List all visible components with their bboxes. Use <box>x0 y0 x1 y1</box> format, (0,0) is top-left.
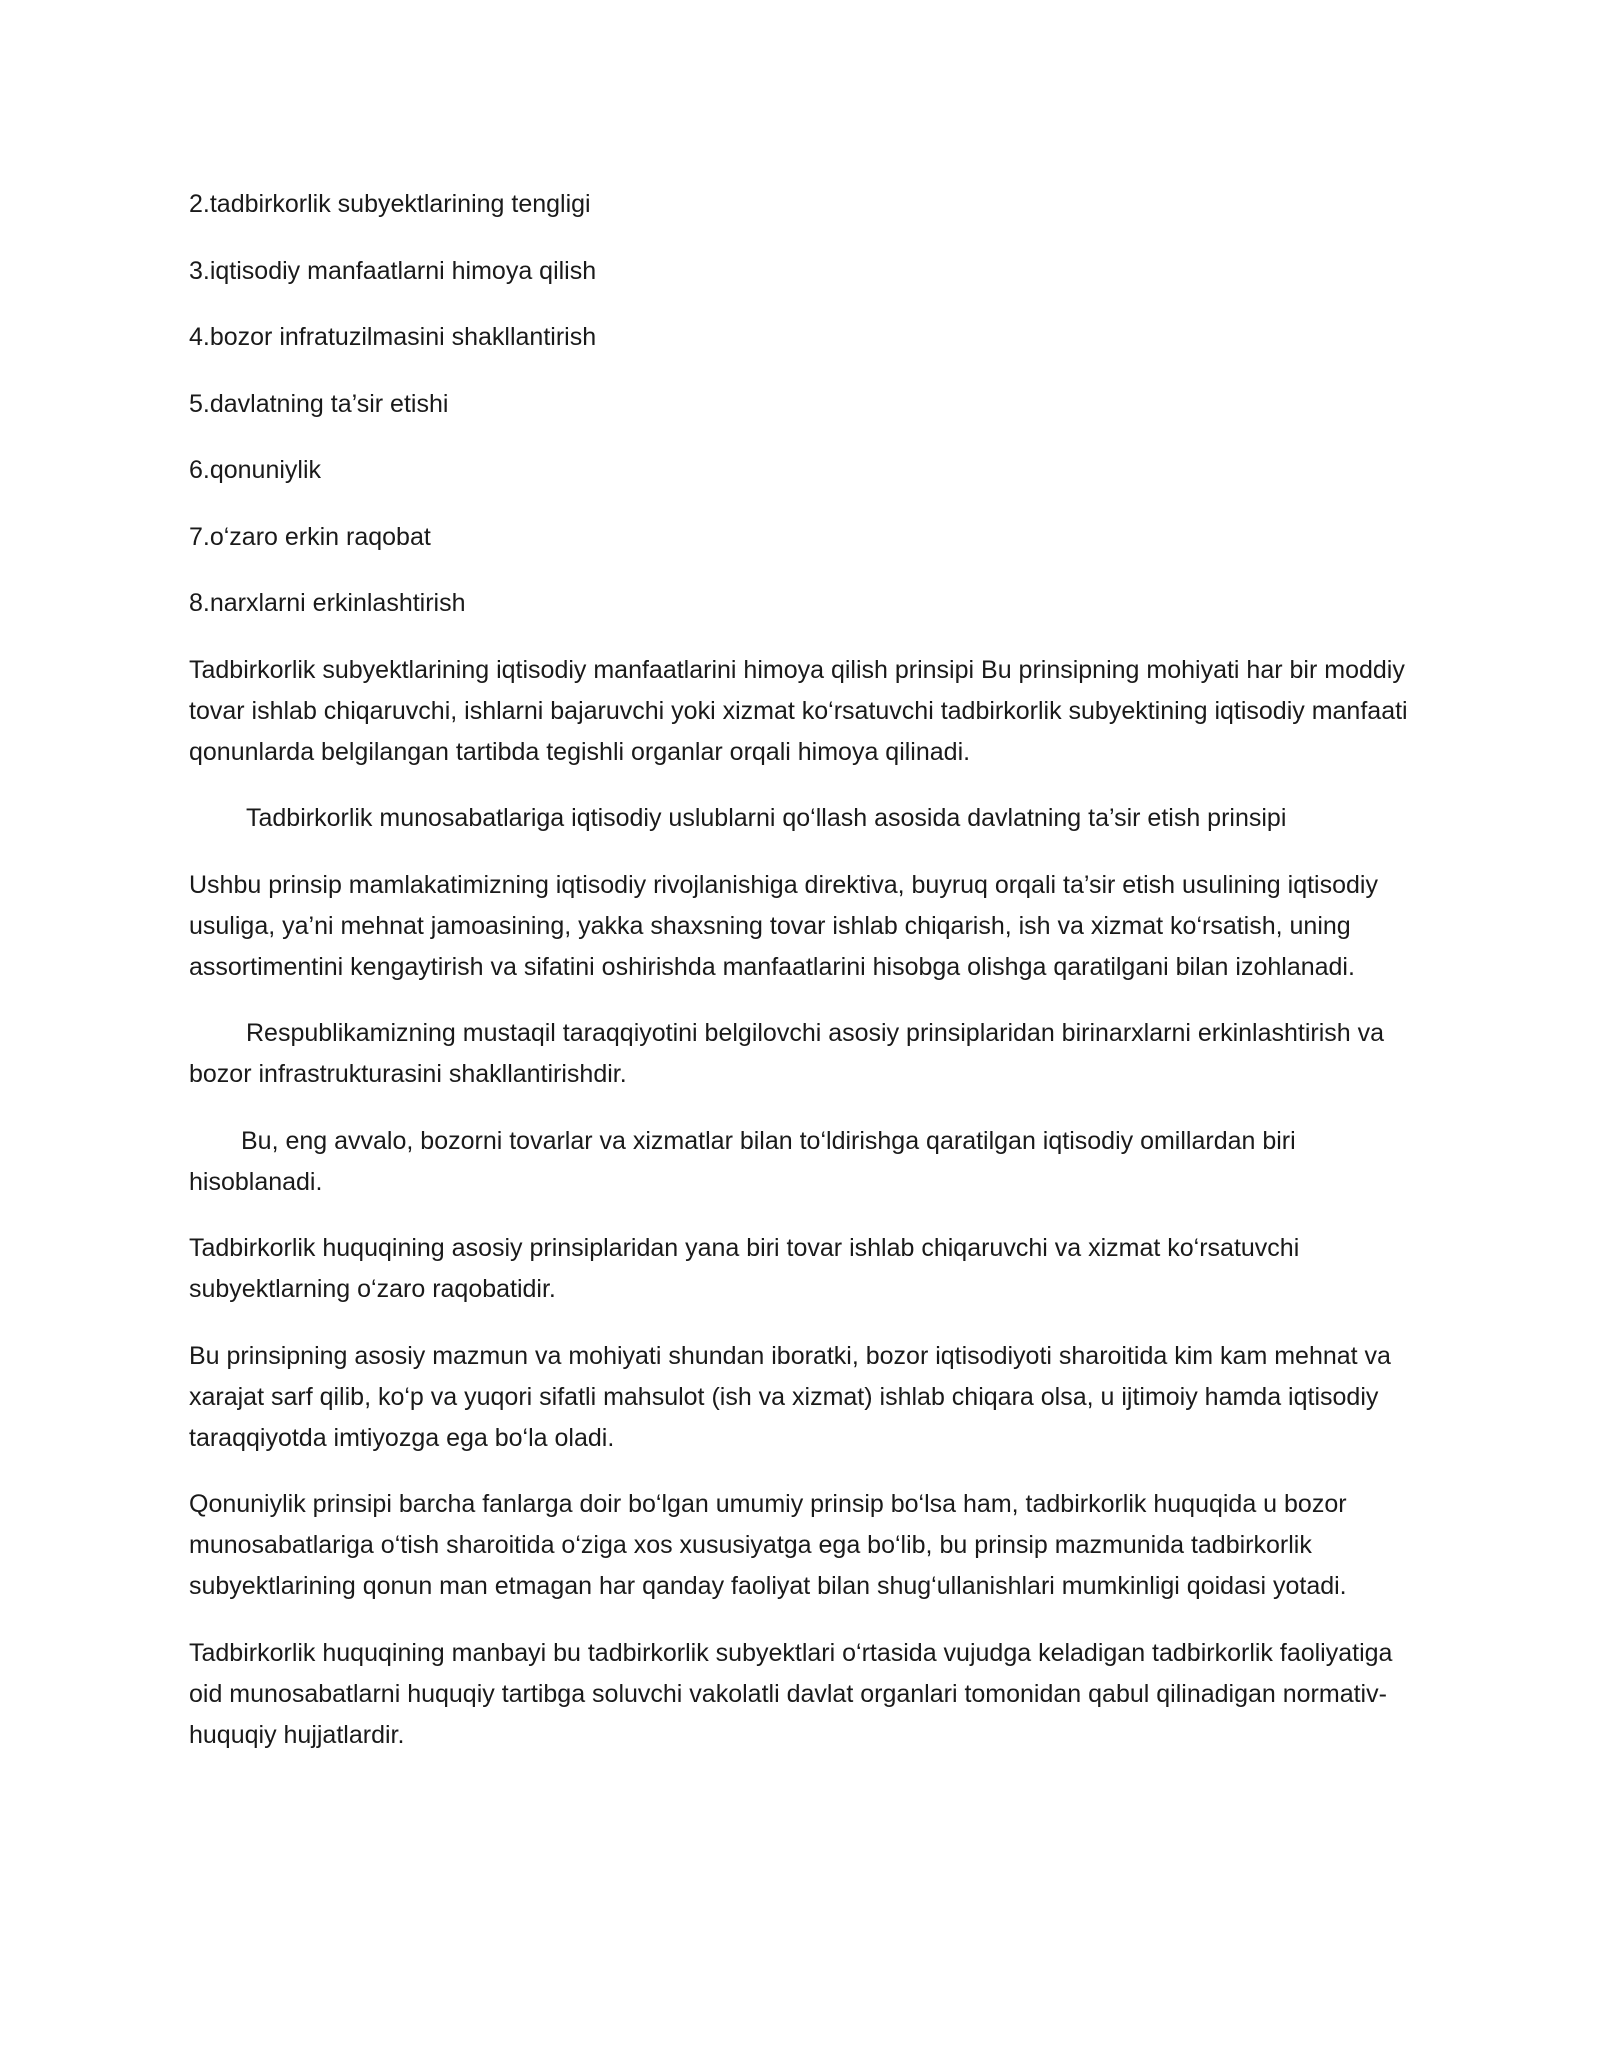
paragraph: Bu prinsipning asosiy mazmun va mohiyati shundan iboratki, bozor iqtisodiyoti sharoitida kim kam mehnat va xarajat sarf qilib, ko‘p va yuqori sifatli mahsulot (ish va xizmat) ishlab chiqara olsa, u ijtimoiy hamda iqtisodiy taraqqiyotda imtiyozga ega bo‘la oladi. <box>189 1341 1391 1452</box>
paragraph: Ushbu prinsip mamlakatimizning iqtisodiy rivojlanishiga direktiva, buyruq orqali ta’sir etish usulining iqtisodiy usuliga, ya’ni mehnat jamoasining, yakka shaxsning tovar ishlab chiqarish, ish va xizmat ko‘rsatish, uning assortimentini kengaytirish va sifatini oshirishda manfaatlarini hisobga olishga qaratilgani bilan izohlanadi. <box>189 870 1378 981</box>
list-item: 8.narxlarni erkinlashtirish <box>189 589 466 617</box>
list-item: 3.iqtisodiy manfaatlarni himoya qilish <box>189 256 597 285</box>
list-item: 5.davlatning ta’sir etishi <box>189 389 449 418</box>
document-body <box>189 184 1414 1781</box>
paragraph-heading: Tadbirkorlik munosabatlariga iqtisodiy uslublarni qo‘llash asosida davlatning ta’sir etish prinsipi <box>246 804 1287 832</box>
paragraph: Tadbirkorlik huquqining asosiy prinsiplaridan yana biri tovar ishlab chiqaruvchi va xizmat ko‘rsatuvchi subyektlarning o‘zaro raqobatidir. <box>189 1234 1300 1303</box>
paragraph: Qonuniylik prinsipi barcha fanlarga doir bo‘lgan umumiy prinsip bo‘lsa ham, tadbirkorlik huquqida u bozor munosabatlariga o‘tish sharoitida o‘ziga xos xususiyatga ega bo‘lib, bu prinsip mazmunida tadbirkorlik subyektlarining qonun man etmagan har qanday faoliyat bilan shug‘ullanishlari mumkinligi qoidasi yotadi. <box>189 1490 1347 1600</box>
list-item: 6.qonuniylik <box>189 456 322 484</box>
paragraph: Tadbirkorlik subyektlarining iqtisodiy manfaatlarini himoya qilish prinsipi Bu prinsipning mohiyati har bir moddiy tovar ishlab chiqaruvchi, ishlarni bajaruvchi yoki xizmat ko‘rsatuvchi tadbirkorlik subyektining iqtisodiy manfaati qonunlarda belgilangan tartibda tegishli organlar orqali himoya qilinadi. <box>189 655 1408 766</box>
paragraph: Tadbirkorlik huquqining manbayi bu tadbirkorlik subyektlari o‘rtasida vujudga keladigan tadbirkorlik faoliyatiga oid munosabatlarni huquqiy tartibga soluvchi vakolatli davlat organlari tomonidan qabul qilinadigan normativ-huquqiy hujjatlardir. <box>189 1638 1393 1749</box>
paragraph: Respublikamizning mustaqil taraqqiyotini belgilovchi asosiy prinsiplaridan birinarxlarni erkinlashtirish va bozor infrastrukturasini shakllantirishdir. <box>189 1019 1385 1088</box>
paragraph: Bu, eng avvalo, bozorni tovarlar va xizmatlar bilan to‘ldirishga qaratilgan iqtisodiy omillardan biri hisoblanadi. <box>189 1126 1296 1196</box>
list-item: 2.tadbirkorlik subyektlarining tengligi <box>189 190 591 218</box>
list-item: 7.o‘zaro erkin raqobat <box>189 522 431 551</box>
list-item: 4.bozor infratuzilmasini shakllantirish <box>189 323 597 351</box>
